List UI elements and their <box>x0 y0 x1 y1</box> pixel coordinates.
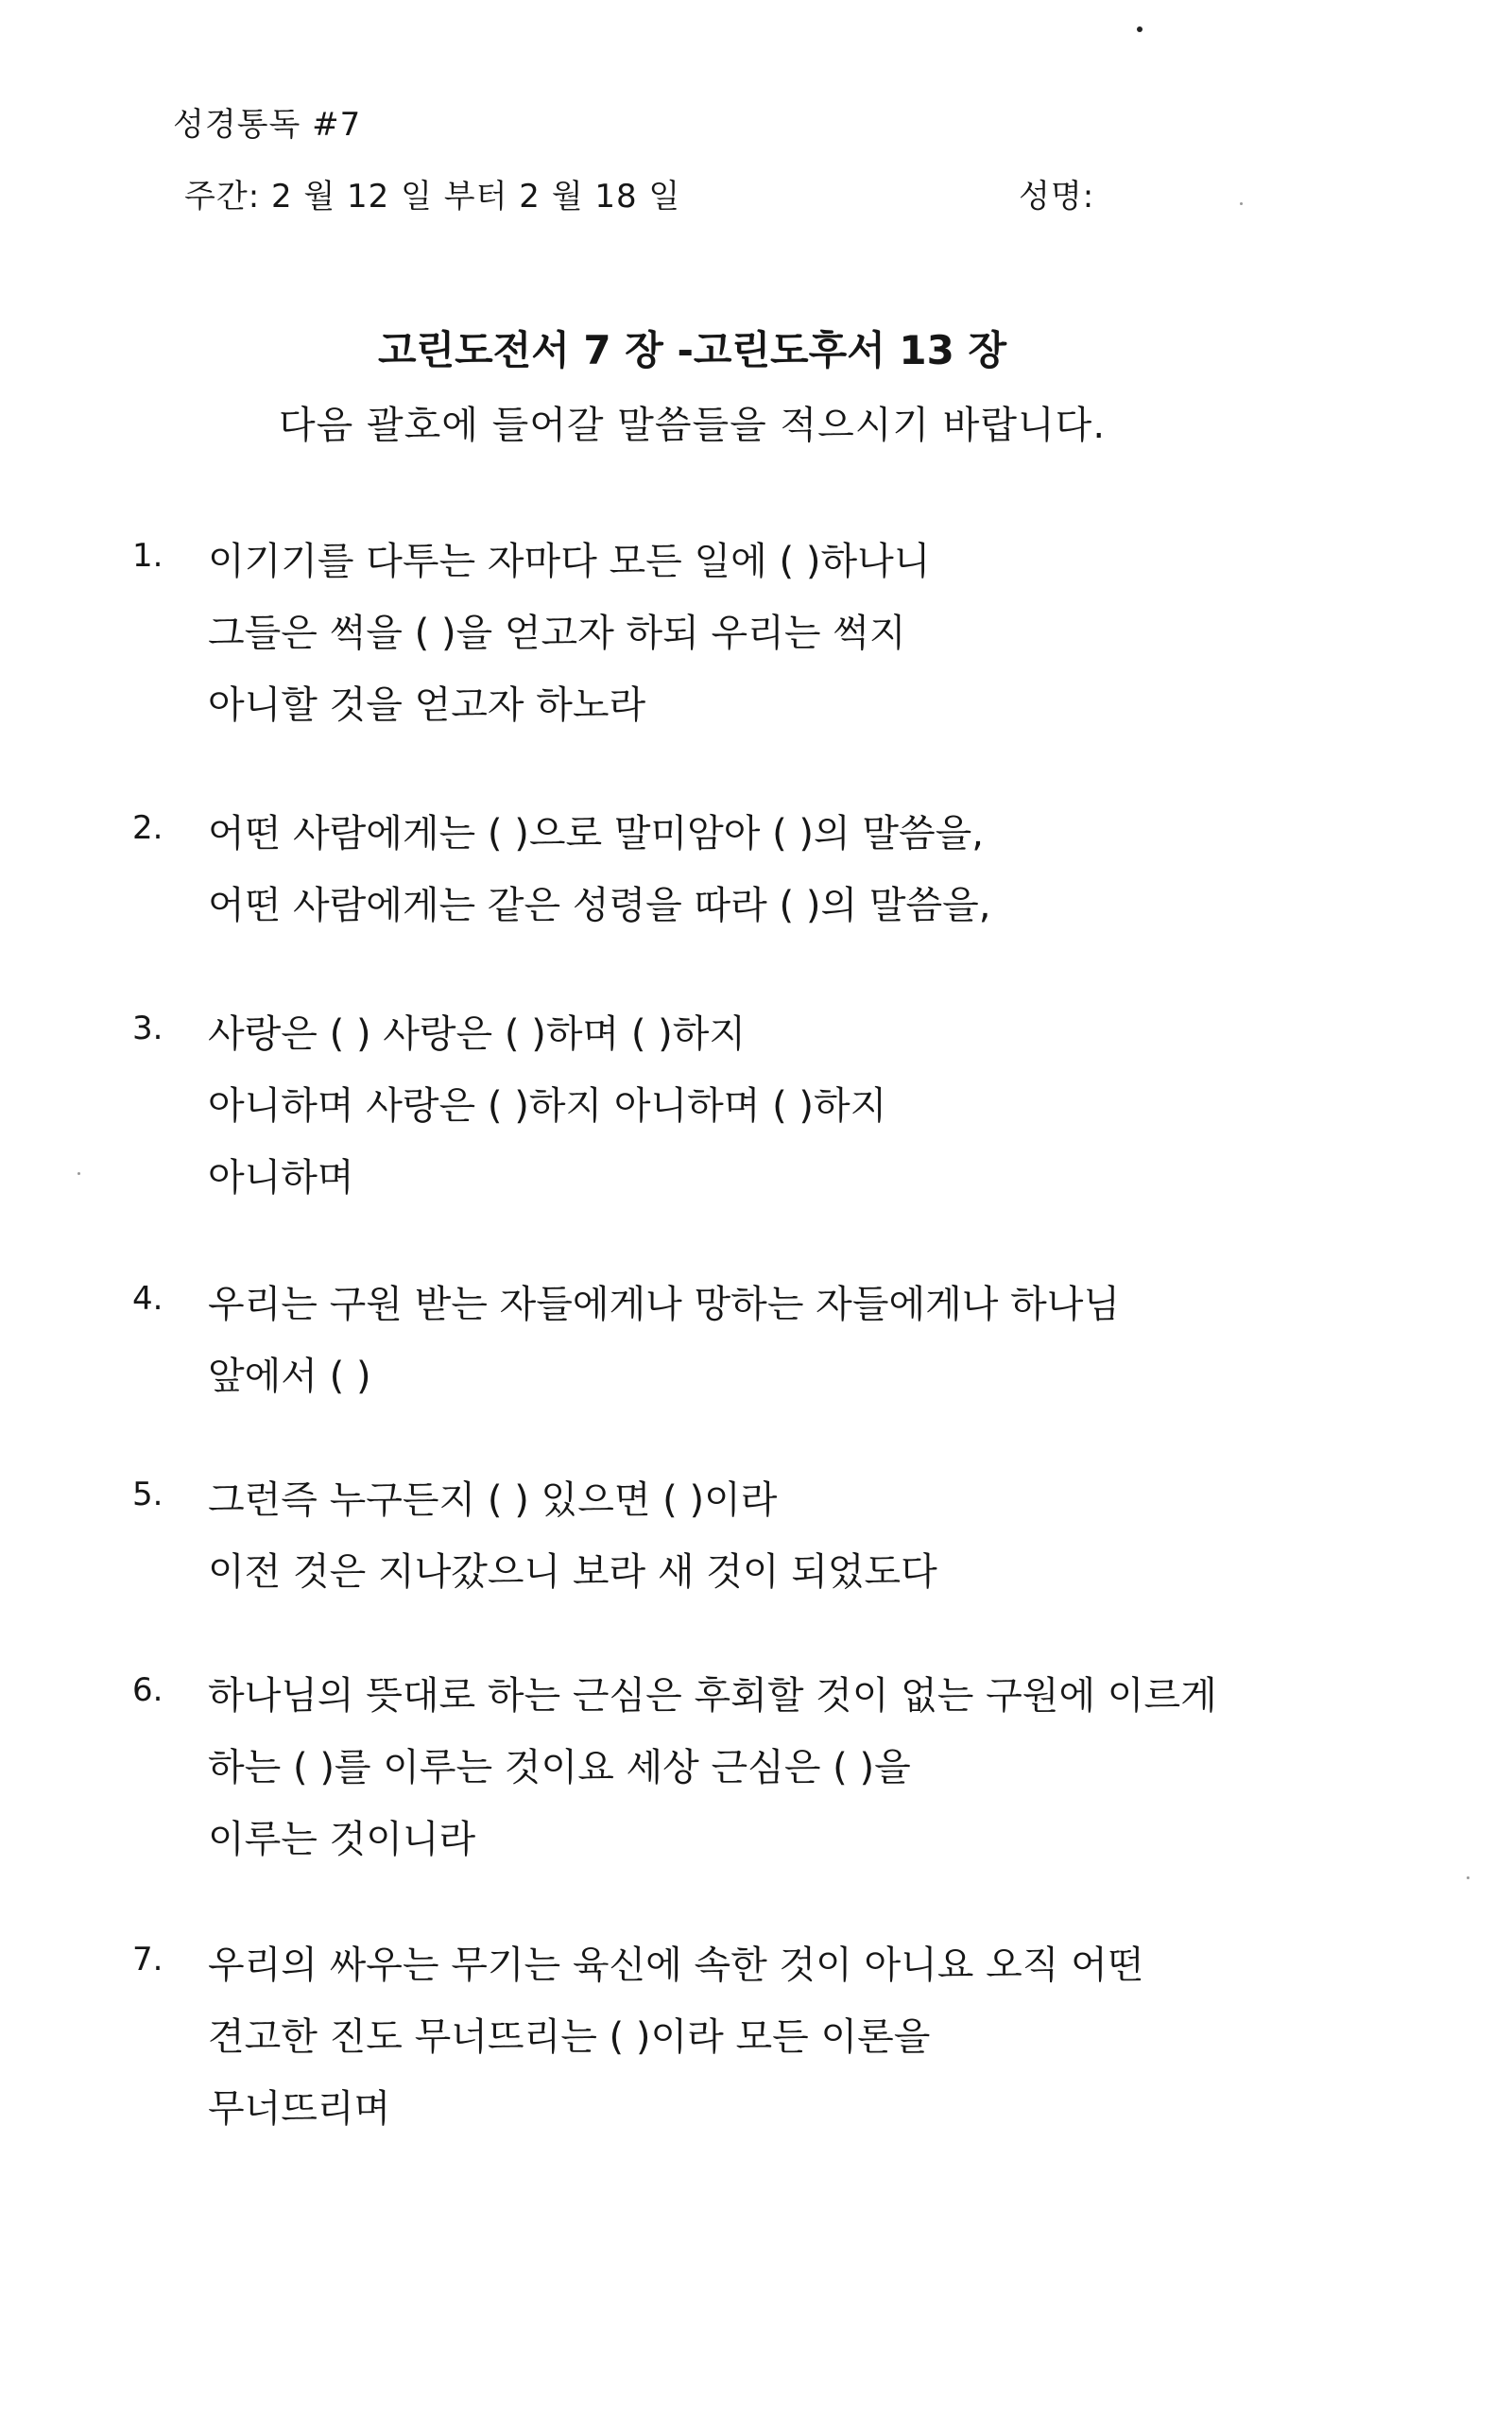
page-title: 고린도전서 7 장 -고린도후서 13 장 <box>377 327 1007 373</box>
question-line: 우리의 싸우는 무기는 육신에 속한 것이 아니요 오직 어떤 <box>208 1944 1144 1987</box>
question-number: 1. <box>132 537 163 575</box>
question-number: 6. <box>132 1671 163 1709</box>
question-number: 2. <box>132 809 163 847</box>
question-number: 3. <box>132 1010 163 1047</box>
reading-period: 주간: 2 월 12 일 부터 2 월 18 일 <box>184 178 681 216</box>
question-line: 어떤 사람에게는 같은 성령을 따라 ( )의 말씀을, <box>208 884 991 927</box>
question-line: 이기기를 다투는 자마다 모든 일에 ( )하나니 <box>208 540 931 583</box>
question-number: 5. <box>132 1476 163 1513</box>
question-line: 무너뜨리며 <box>208 2087 391 2131</box>
scan-mark <box>1137 26 1143 32</box>
question-line: 이루는 것이니라 <box>208 1818 476 1861</box>
scan-speck <box>1467 1876 1469 1879</box>
question-line: 그들은 썩을 ( )을 얻고자 하되 우리는 썩지 <box>208 612 906 655</box>
question-line: 아니할 것을 얻고자 하노라 <box>208 683 646 727</box>
question-number: 4. <box>132 1280 163 1318</box>
question-line: 우리는 구원 받는 자들에게나 망하는 자들에게나 하나님 <box>208 1283 1121 1326</box>
name-label: 성명: <box>1019 178 1095 216</box>
instructions: 다음 괄호에 들어갈 말씀들을 적으시기 바랍니다. <box>278 404 1107 447</box>
scan-speck <box>1240 202 1243 205</box>
question-line: 견고한 진도 무너뜨리는 ( )이라 모든 이론을 <box>208 2015 931 2059</box>
question-line: 아니하며 사랑은 ( )하지 아니하며 ( )하지 <box>208 1084 887 1128</box>
question-line: 하는 ( )를 이루는 것이요 세상 근심은 ( )을 <box>208 1746 911 1789</box>
question-line: 사랑은 ( ) 사랑은 ( )하며 ( )하지 <box>208 1012 747 1056</box>
question-number: 7. <box>132 1941 163 1978</box>
question-line: 하나님의 뜻대로 하는 근심은 후회할 것이 없는 구원에 이르게 <box>208 1674 1217 1718</box>
worksheet-series: 성경통독 #7 <box>173 106 362 144</box>
question-line: 어떤 사람에게는 ( )으로 말미암아 ( )의 말씀을, <box>208 812 985 855</box>
question-line: 아니하며 <box>208 1156 354 1200</box>
question-line: 이전 것은 지나갔으니 보라 새 것이 되었도다 <box>208 1550 937 1594</box>
question-line: 앞에서 ( ) <box>208 1355 371 1398</box>
scan-speck <box>77 1172 80 1175</box>
question-line: 그런즉 누구든지 ( ) 있으면 ( )이라 <box>208 1478 778 1522</box>
